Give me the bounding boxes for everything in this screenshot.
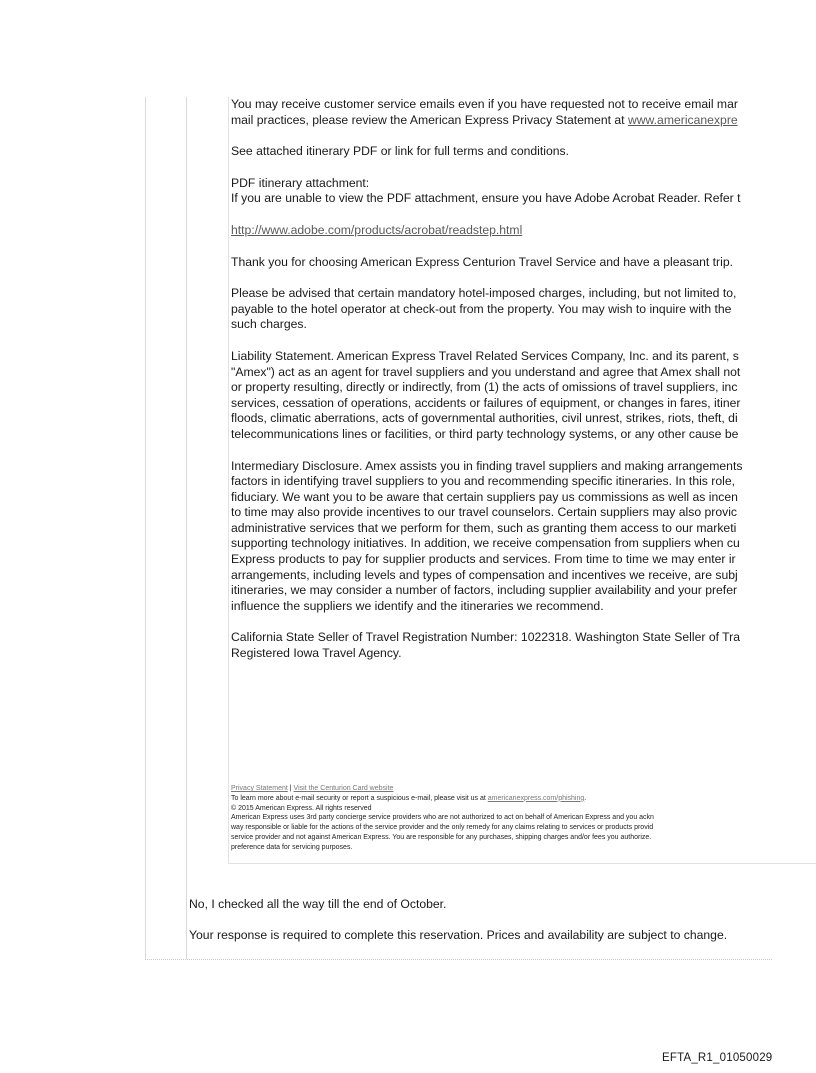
text-line: Express products to pay for supplier products and services. From time to time we may enter ir [231, 552, 736, 567]
text-line: supporting technology initiatives. In addition, we receive compensation from suppliers when cu [231, 536, 740, 551]
customer-service-paragraph [231, 97, 816, 128]
disclaimer-line: way responsible or liable for the actions of the service provider and the only remedy for any claims relating to services or products provid [231, 824, 654, 832]
text-line: administrative services that we perform for them, such as granting them access to our marketi [231, 520, 737, 535]
text-line: If you are unable to view the PDF attachment, ensure you have Adobe Acrobat Reader. Refer t [231, 191, 741, 206]
thank-you-paragraph [231, 255, 816, 271]
inner-quote-rule [186, 97, 187, 959]
text-line: influence the suppliers we identify and the itineraries we recommend. [231, 598, 604, 613]
quoted-email-border-left [228, 97, 229, 863]
text-line: Intermediary Disclosure. Amex assists you in finding travel suppliers and making arrangements [231, 458, 743, 473]
quoted-email-body [231, 97, 816, 662]
thread-bottom-divider [145, 959, 772, 960]
copyright-text: © 2015 American Express. All rights reserved [231, 804, 372, 812]
adobe-link-paragraph [231, 223, 816, 239]
privacy-statement-link[interactable]: www.americanexpre [627, 112, 738, 127]
text-line: to time may also provide incentives to our travel counselors. Certain suppliers may also provic [231, 505, 738, 520]
text-line: itineraries, we may consider a number of factors, including supplier availability and your prefer [231, 583, 738, 598]
text-line: payable to the hotel operator at check-out from the property. You may wish to inquire with the [231, 301, 732, 316]
footer-links-row [231, 784, 816, 794]
text-line: Liability Statement. American Express Travel Related Services Company, Inc. and its parent, s [231, 348, 739, 363]
text-line: arrangements, including levels and types of compensation and incentives we receive, are subj [231, 567, 738, 582]
adobe-reader-link[interactable]: http://www.adobe.com/products/acrobat/readstep.html [231, 222, 523, 237]
text-line: California State Seller of Travel Registration Number: 1022318. Washington State Seller of Tra [231, 630, 740, 645]
text-line: mail practices, please review the American Express Privacy Statement at [231, 112, 628, 127]
quoted-email-border-bottom [228, 863, 816, 864]
text-line: Registered Iowa Travel Agency. [231, 646, 402, 661]
email-footer [231, 784, 816, 853]
security-text: To learn more about e-mail security or report a suspicious e-mail, please visit us at [231, 794, 488, 802]
text-line: floods, climatic aberrations, acts of governmental authorities, civil unrest, strikes, riots, theft, di [231, 411, 738, 426]
text-line: telecommunications lines or facilities, or third party technology systems, or any other cause be [231, 426, 739, 441]
text-line: Please be advised that certain mandatory hotel-imposed charges, including, but not limited to, [231, 286, 737, 301]
text-line: such charges. [231, 317, 307, 332]
document-id: EFTA_R1_01050029 [662, 1052, 773, 1064]
terms-paragraph [231, 144, 816, 160]
security-end: . [584, 794, 587, 802]
reply-message: No, I checked all the way till the end of October. [189, 897, 447, 911]
liability-statement-paragraph [231, 349, 816, 443]
centurion-card-website-link[interactable]: Visit the Centurion Card website [293, 785, 394, 792]
pdf-attachment-paragraph [231, 176, 816, 207]
text-line: or property resulting, directly or indirectly, from (1) the acts of omissions of travel suppliers, inc [231, 380, 738, 395]
text-line: You may receive customer service emails even if you have requested not to receive email mar [231, 97, 738, 111]
text-line: factors in identifying travel suppliers to you and recommending specific itineraries. In this role, [231, 474, 735, 489]
text-line: fiduciary. We want you to be aware that certain suppliers pay us commissions as well as incen [231, 489, 738, 504]
hotel-charges-paragraph [231, 286, 816, 333]
disclaimer-line: American Express uses 3rd party concierge service providers who are not authorized to act on behalf of American Express and you ackn [231, 814, 654, 822]
security-notice [231, 794, 816, 804]
reservation-notice: Your response is required to complete this reservation. Prices and availability are subject to change. [189, 928, 728, 942]
privacy-statement-footer-link[interactable]: Privacy Statement [231, 785, 288, 792]
text-line: Thank you for choosing American Express Centurion Travel Service and have a pleasant trip. [231, 254, 733, 269]
intermediary-disclosure-paragraph [231, 459, 816, 615]
text-line: services, cessation of operations, accidents or failures of equipment, or changes in fares, itiner [231, 395, 741, 410]
text-line: "Amex") act as an agent for travel suppliers and you understand and agree that Amex shall not [231, 364, 741, 379]
footer-separator: | [289, 785, 292, 792]
disclaimer-line: service provider and not against American Express. You are responsible for any purchases, shipping charges and/or fees you authorize. [231, 833, 652, 841]
outer-quote-rule [145, 97, 146, 959]
text-line: See attached itinerary PDF or link for full terms and conditions. [231, 144, 570, 159]
disclaimer-line: preference data for servicing purposes. [231, 843, 353, 851]
seller-of-travel-paragraph [231, 630, 816, 661]
text-line: PDF itinerary attachment: [231, 175, 370, 190]
phishing-link[interactable]: americanexpress.com/phishing [487, 794, 585, 802]
